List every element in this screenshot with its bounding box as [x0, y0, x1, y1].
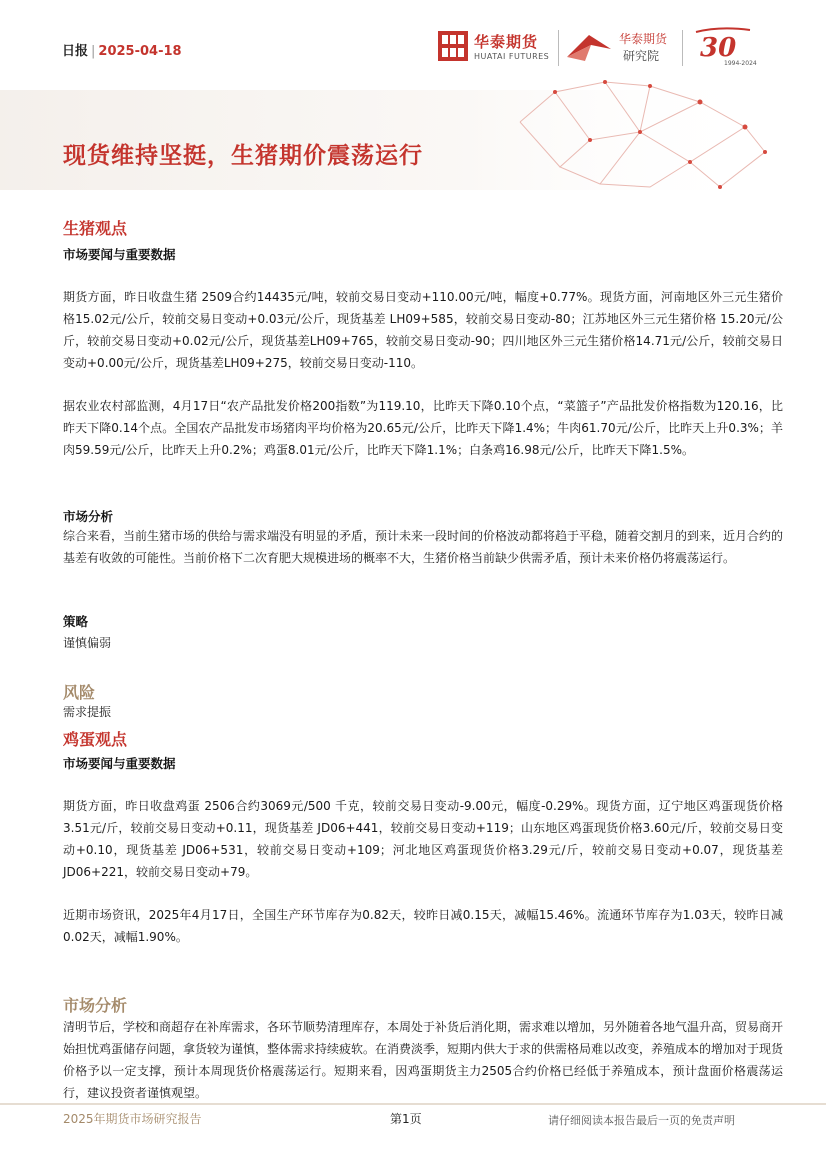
- egg-news-heading: 市场要闻与重要数据: [63, 756, 176, 771]
- anniversary-years: 1994-2024: [724, 60, 757, 67]
- footer-divider: [0, 1103, 826, 1105]
- footer-page-number: 第1页: [390, 1112, 422, 1126]
- hog-strategy-heading: 策略: [63, 614, 89, 629]
- institute-line2: 研究院: [623, 49, 660, 63]
- hog-analysis-heading: 市场分析: [63, 509, 114, 524]
- anniversary-number: 30: [700, 33, 737, 63]
- report-type-date: [62, 40, 182, 59]
- huatai-futures-logo: [438, 30, 553, 66]
- report-date: 2025-04-18: [98, 44, 182, 59]
- institute-line1: 华泰期货: [619, 32, 668, 46]
- header-banner-graphic: [0, 72, 826, 192]
- footer-report-name: 2025年期货市场研究报告: [63, 1112, 202, 1126]
- anniversary-logo: [690, 24, 758, 68]
- hog-strategy-text: 谨慎偏弱: [63, 636, 112, 650]
- footer-disclaimer-note: 请仔细阅读本报告最后一页的免责声明: [548, 1114, 735, 1127]
- hog-analysis-paragraph: 综合来看，当前生猪市场的供给与需求端没有明显的矛盾，预计未来一段时间的价格波动都将趋于平稳，随着交割月的到来，近月合约的基差有收敛的可能性。当前价格下二次育肥大规模进场的概率不大，生猪价格当前缺少供需矛盾，预计未来价格仍将震荡运行。: [63, 529, 784, 565]
- hog-news-heading: 市场要闻与重要数据: [63, 247, 176, 262]
- logo-en-text: HUATAI FUTURES: [474, 52, 550, 61]
- egg-analysis-paragraph: 清明节后，学校和商超存在补库需求，各环节顺势清理库存，本周处于补货后消化期，需求难以增加，另外随着各地气温升高，贸易商开始担忧鸡蛋储存问题，拿货较为谨慎，整体需求持续疲软。在消费淡季，短期内供大于求的供需格局难以改变，养殖成本的增加对于现货价格予以一定支撑，预计本周现货价格震荡运行。短期来看，因鸡蛋期货主力2505合约价格已经低于养殖成本，预计盘面价格震荡运行，建议投资者谨慎观望。: [63, 1020, 784, 1100]
- egg-analysis-heading: 市场分析: [63, 996, 128, 1015]
- anniversary-30-icon: [690, 24, 758, 68]
- egg-section-title: 鸡蛋观点: [63, 730, 128, 749]
- huatai-logo-icon: [438, 31, 468, 61]
- report-type: 日报: [62, 44, 89, 59]
- header-separator: |: [91, 44, 96, 59]
- institute-mark-icon: [565, 31, 613, 63]
- egg-inventory-paragraph: 近期市场资讯，2025年4月17日，全国生产环节库存为0.82天，较昨日减0.15天，减幅15.46%。流通环节库存为1.03天，较昨日减0.02天，减幅1.90%。: [63, 908, 783, 944]
- hog-risk-heading: 风险: [63, 683, 96, 702]
- page-title: 现货维持坚挺，生猪期价震荡运行: [63, 143, 423, 169]
- hog-risk-text: 需求提振: [63, 705, 112, 719]
- hog-futures-paragraph: 期货方面，昨日收盘生猪 2509合约14435元/吨，较前交易日变动+110.00元/吨，幅度+0.77%。现货方面，河南地区外三元生猪价格15.02元/公斤，较前交易日变动+0.03元/公斤，现货基差 LH09+585，较前交易日变动-80；江苏地区外三元生猪价格 15.20元/公斤，较前交易日变动+0.02元/公斤，现货基差LH09+765，较前交易日变动-90；四川地区外三元生猪价格14.71元/公斤，较前交易日变动+0.00元/公斤，现货基差LH09+275，较前交易日变动-110。: [63, 290, 783, 370]
- hog-wholesale-paragraph: 据农业农村部监测，4月17日“农产品批发价格200指数”为119.10，比昨天下降0.10个点，“菜篮子”产品批发价格指数为120.16，比昨天下降0.14个点。全国农产品批发市场猪肉平均价格为20.65元/公斤，比昨天下降1.4%；牛肉61.70元/公斤，比昨天上升0.3%；羊肉59.59元/公斤，比昨天上升0.2%；鸡蛋8.01元/公斤，比昨天下降1.1%；白条鸡16.98元/公斤，比昨天下降1.5%。: [63, 399, 783, 457]
- egg-futures-paragraph: 期货方面，昨日收盘鸡蛋 2506合约3069元/500 千克，较前交易日变动-9.00元，幅度-0.29%。现货方面，辽宁地区鸡蛋现货价格3.51元/斤，较前交易日变动+0.11，现货基差 JD06+441，较前交易日变动+119；山东地区鸡蛋现货价格3.60元/斤，较前交易日变动+0.10，现货基差 JD06+531，较前交易日变动+109；河北地区鸡蛋现货价格3.29元/斤，较前交易日变动+0.07，现货基差 JD06+221，较前交易日变动+79。: [63, 799, 783, 879]
- institute-logo: [565, 28, 675, 66]
- hog-section-title: 生猪观点: [63, 219, 128, 238]
- header-divider: [558, 30, 559, 66]
- logo-cn-text: 华泰期货: [474, 33, 539, 51]
- header-divider-2: [682, 30, 683, 66]
